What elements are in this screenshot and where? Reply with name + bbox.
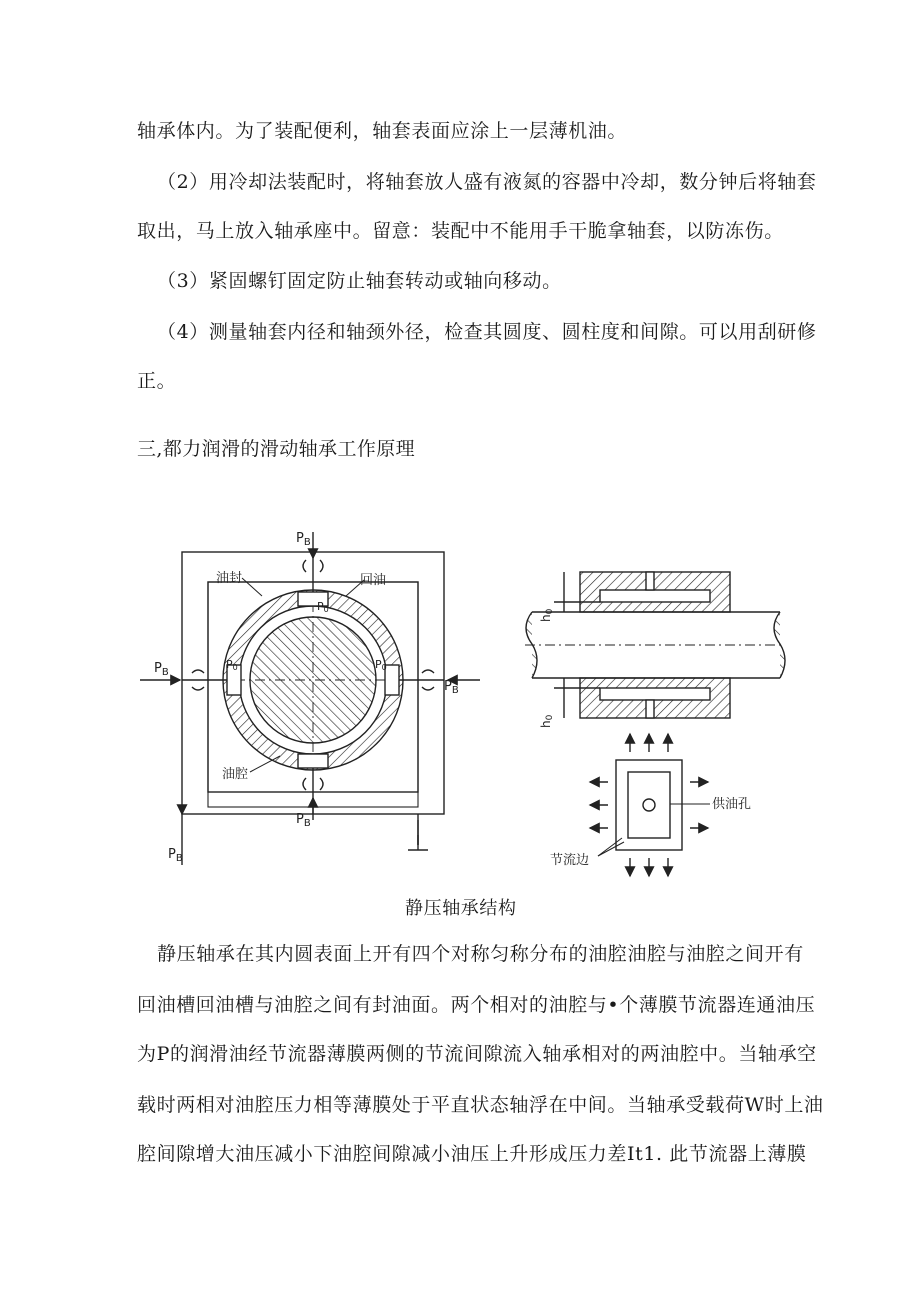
body-line: 载时两相对油腔压力相等薄膜处于平直状态轴浮在中间。当轴承受载荷W时上油	[137, 1094, 824, 1116]
paragraph-line: （3）紧固螺钉固定防止轴套转动或轴向移动。	[157, 270, 562, 292]
svg-text:PB: $P_B$	[296, 812, 311, 829]
oil-cavity-label: 油腔	[222, 767, 249, 782]
body-line: 为P的润滑油经节流器薄膜两侧的节流间隙流入轴承相对的两油腔中。当轴承空	[137, 1043, 817, 1065]
svg-text:PB: $P_B$	[154, 661, 169, 678]
svg-text:PB: $P_B$	[444, 679, 459, 696]
svg-text:h0: h0	[539, 608, 555, 622]
figure-caption: 静压轴承结构	[405, 898, 517, 919]
paragraph-line: （2）用冷却法装配时，将轴套放人盛有液氮的容器中冷却，数分钟后将轴套	[157, 171, 817, 193]
paragraph-line: 正。	[137, 370, 177, 392]
axial-section	[525, 572, 785, 718]
svg-text:P0: P0	[375, 658, 387, 672]
svg-text:PB: $P_B$	[296, 531, 311, 548]
paragraph-line: 取出，马上放入轴承座中。留意：装配中不能用手干脆拿轴套，以防冻伤。	[137, 220, 784, 242]
paragraph-line: （4）测量轴套内径和轴颈外径，检查其圆度、圆柱度和间隙。可以用刮研修	[157, 321, 817, 343]
body-line: 腔间隙增大油压减小下油腔间隙减小油压上升形成压力差It1. 此节流器上薄膜	[137, 1143, 807, 1165]
svg-text:P0: P0	[226, 658, 238, 672]
paragraph-line: 轴承体内。为了装配便利，轴套表面应涂上一层薄机油。	[137, 120, 628, 142]
bearing-figure	[130, 520, 790, 884]
section-heading: 三,都力润滑的滑动轴承工作原理	[137, 438, 416, 460]
body-line: 静压轴承在其内圆表面上开有四个对称匀称分布的油腔油腔与油腔之间开有	[157, 943, 804, 965]
oil-seal-label: 油封	[216, 571, 243, 586]
svg-text:h0: h0	[539, 714, 555, 728]
body-line: 回油槽回油槽与油腔之间有封油面。两个相对的油腔与•个薄膜节流器连通油压	[137, 994, 816, 1016]
radial-section	[140, 532, 480, 865]
svg-text:PB: $P_B$	[168, 847, 183, 864]
svg-text:P0: P0	[317, 600, 329, 614]
throttle-edge-label: 节流边	[550, 853, 590, 868]
pad-detail	[590, 734, 710, 876]
supply-hole-label: 供油孔	[712, 797, 752, 812]
oil-return-label: 回油	[360, 573, 387, 588]
